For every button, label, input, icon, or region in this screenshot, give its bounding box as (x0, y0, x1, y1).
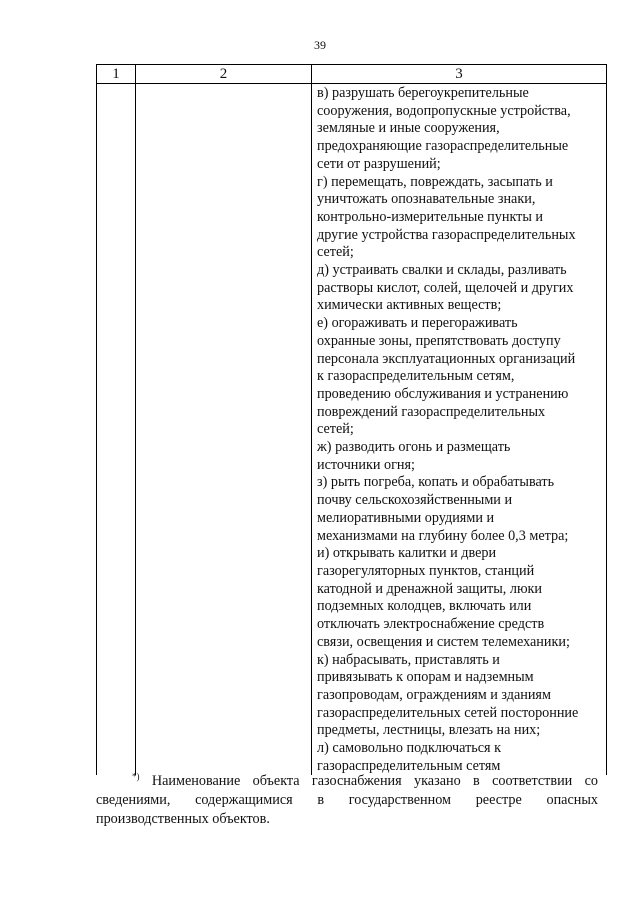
footnote-mark: *) (132, 771, 140, 782)
page-number: 39 (314, 38, 326, 52)
column-header-2: 2 (136, 65, 312, 84)
cell-line: г) перемещать, повреждать, засыпать и (317, 173, 553, 190)
table-cell-col3 (312, 84, 607, 776)
footnote-line-1 (96, 772, 598, 791)
footnote-line-1-text: Наименование объекта газоснабжения указано в соответствии со (151, 773, 599, 789)
table-cell-col2 (136, 84, 312, 776)
cell-line: химически активных веществ; (317, 297, 502, 314)
cell-line: з) рыть погреба, копать и обрабатывать (317, 474, 555, 491)
cell-line: подземных колодцев, включать или (317, 598, 532, 615)
cell-line: газопроводам, ограждениям и зданиям (317, 686, 551, 703)
cell-line: мелиоративными орудиями и (317, 509, 495, 526)
cell-line: л) самовольно подключаться к (317, 740, 502, 757)
cell-line: ж) разводить огонь и размещать (317, 439, 511, 456)
cell-line: катодной и дренажной защиты, люки (317, 580, 543, 597)
cell-line: сетей; (317, 244, 354, 261)
cell-line: механизмами на глубину более 0,3 метра; (317, 527, 569, 544)
cell-line: охранные зоны, препятствовать доступу (317, 332, 561, 349)
cell-line: газорегуляторных пунктов, станций (317, 562, 535, 579)
footnote-line-3: производственных объектов. (96, 811, 270, 827)
cell-line: проведению обслуживания и устранению (317, 385, 569, 402)
cell-line: земляные и иные сооружения, (317, 120, 500, 137)
cell-line: персонала эксплуатационных организаций (317, 350, 576, 367)
cell-line: привязывать к опорам и надземным (317, 669, 534, 686)
cell-line: сети от разрушений; (317, 155, 441, 172)
cell-line: газораспределительных сетей посторонние (317, 704, 579, 721)
cell-line: предметы, лестницы, влезать на них; (317, 722, 541, 739)
cell-line: уничтожать опознавательные знаки, (317, 191, 536, 208)
cell-line: другие устройства газораспределительных (317, 226, 576, 243)
cell-line: к газораспределительным сетям, (317, 368, 515, 385)
cell-text-col3 (312, 84, 606, 775)
table-cell-col1 (97, 84, 136, 776)
cell-line: связи, освещения и систем телемеханики; (317, 633, 570, 650)
cell-line: предохраняющие газораспределительные (317, 138, 569, 155)
column-header-3: 3 (312, 65, 607, 84)
cell-line: сооружения, водопропускные устройства, (317, 102, 571, 119)
column-header-1: 1 (97, 65, 136, 84)
footnote-line-2: сведениями, содержащимися в государственном реестре опасных (96, 792, 598, 808)
cell-line: растворы кислот, солей, щелочей и других (317, 279, 574, 296)
cell-line: контрольно-измерительные пункты и (317, 208, 544, 225)
cell-line: д) устраивать свалки и склады, разливать (317, 262, 567, 279)
cell-line: е) огораживать и перегораживать (317, 315, 518, 332)
table-row (97, 84, 607, 776)
cell-line: почву сельскохозяйственными и (317, 492, 513, 509)
cell-line: сетей; (317, 421, 354, 438)
table-header-row (97, 65, 607, 84)
cell-line: в) разрушать берегоукрепительные (317, 85, 529, 101)
cell-line: к) набрасывать, приставлять и (317, 651, 500, 668)
cell-line: и) открывать калитки и двери (317, 545, 497, 562)
content-table (96, 64, 607, 775)
footnote (96, 772, 598, 829)
cell-line: газораспределительным сетям (317, 757, 501, 774)
cell-line: отключать электроснабжение средств (317, 616, 545, 633)
cell-line: источники огня; (317, 456, 415, 473)
cell-line: повреждений газораспределительных (317, 403, 546, 420)
